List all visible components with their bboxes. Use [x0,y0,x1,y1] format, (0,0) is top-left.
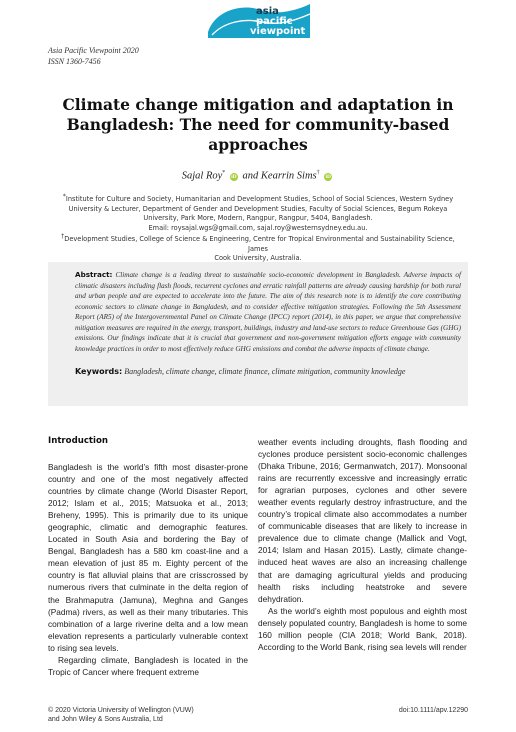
journal-issn: ISSN 1360-7456 [48,57,101,66]
affiliation-1-line2: University & Lecturer, Department of Gender and Development Studies, Faculty of Social Sciences, Begum Rokeya [68,204,448,213]
affiliation-1-email[interactable]: Email: roysajal.wgs@gmail.com, sajal.roy@westernsydney.edu.au. [148,223,368,232]
body-column-right [258,436,467,653]
author-2-name: Kearrin Sims [260,170,317,182]
abstract [75,270,461,354]
author-1-mark: * [222,170,226,176]
section-heading-introduction: Introduction [48,436,109,446]
logo-line3: viewpoint [250,26,306,37]
paragraph: weather events including droughts, flash flooding and cyclones produce persistent socio-economic challenges (Dhaka Tribune, 2016; Germanwatch, 2017). Monsoonal rains are recurrently excessive and increasingly erratic for agrarian purposes, cyclones and other severe weather events regularly destroy infrastructure, and the country’s tropical climate also accommodates a number of communicable diseases that are likely to increase in prevalence due to climate change (Mallick and Vogt, 2014; Islam and Hasan 2015). Lastly, climate change-induced heat waves are also an increasing challenge that are damaging agricultural yields and producing health risks including heatstroke and severe dehydration. [258,437,467,604]
author-2-mark: † [316,170,320,176]
copyright-notice [48,706,268,724]
affiliation-2-line1: Development Studies, College of Science & Engineering, Centre for Tropical Environmental and Sustainability Science, James [64,235,455,253]
paper-title: Climate change mitigation and adaptation in Bangladesh: The need for community-based approaches [62,95,454,154]
affiliation-1 [60,192,456,234]
keywords-label: Keywords: [75,367,123,376]
copyright-line2: and John Wiley & Sons Australia, Ltd [48,716,163,723]
logo-line2: pacific [256,16,293,27]
logo-line1: asia [256,6,279,17]
journal-logo [206,2,312,38]
doi-link[interactable]: doi:10.1111/apv.12290 [398,707,468,714]
author-line [48,170,468,182]
body-column-left [48,461,248,678]
author-1-name: Sajal Roy [181,170,223,182]
affiliation-1-mark: * [62,193,66,200]
affiliation-1-line3: University, Park More, Modern, Rangpur, Rangpur, 5404, Bangladesh. [143,214,373,223]
paragraph: Regarding climate, Bangladesh is located in the Tropic of Cancer where frequent extreme [48,654,248,677]
keywords [75,367,461,378]
keywords-list: Bangladesh, climate change, climate finance, climate mitigation, community knowledge [124,367,406,376]
journal-meta [48,45,139,67]
abstract-body: Climate change is a leading threat to sustainable socio-economic development in Bangladesh. Adverse impacts of climatic disasters including flash floods, recurrent cyclones and erratic rainfall patterns are already causing hardship for both rural and urban people and are expected to accelerate into the future. The aim of this research note is to identify the core contributing economic sectors to climate change in Bangladesh, and to consider effective mitigation strategies. Following the 5th Assessment Report (AR5) of the Intergovernmental Panel on Climate Change (IPCC) report (2014), in this paper, we argue that comprehensive mitigation measures are required in the energy, transport, buildings, industry and land-use sectors to reduce Greenhouse Gas (GHG) emissions. Our findings indicate that it is crucial that government and non-government mitigation efforts engage with community knowledge practices in order to most effectively reduce GHG emissions and combat the adverse impacts of climate change. [75,271,462,353]
orcid-icon[interactable]: iD [325,173,331,180]
abstract-label: Abstract: [75,270,113,279]
paragraph: As the world’s eighth most populous and eighth most densely populated country, Bangladesh is home to some 160 million people (CIA 2018; World Bank, 2018). According to the World Bank, rising sea levels will render [258,605,467,652]
author-connector: and [242,170,259,182]
affiliation-2-mark: † [61,233,65,240]
affiliation-1-line1: Institute for Culture and Society, Humanitarian and Development Studies, School of Social Sciences, Western Sydney [65,195,454,204]
copyright-line1: © 2020 Victoria University of Wellington (VUW) [48,707,194,714]
paragraph: Bangladesh is the world’s fifth most disaster-prone country and one of the most negatively affected countries by climate change (World Disaster Report, 2012; Islam et al., 2015; Matsuoka et al., 2013; Breheny, 1995). This is primarily due to its unique geographic, climatic and demographic features. Located in South Asia and bordering the Bay of Bengal, Bangladesh has a 580 km coast-line and a mean elevation of just 85 m. Eighty percent of the country is flat alluvial plains that are crisscrossed by numerous rivers that culminate in the delta region of the Brahmaputra (Jamuna), Meghna and Ganges (Padma) rivers, as well as their many tributaries. This combination of a large riverine delta and a low mean elevation represents a particularly vulnerable context to rising sea levels. [48,462,248,653]
journal-name-year: Asia Pacific Viewpoint 2020 [48,46,139,55]
affiliation-2-line2: Cook University, Australia. [214,254,302,263]
orcid-icon[interactable]: iD [231,173,237,180]
